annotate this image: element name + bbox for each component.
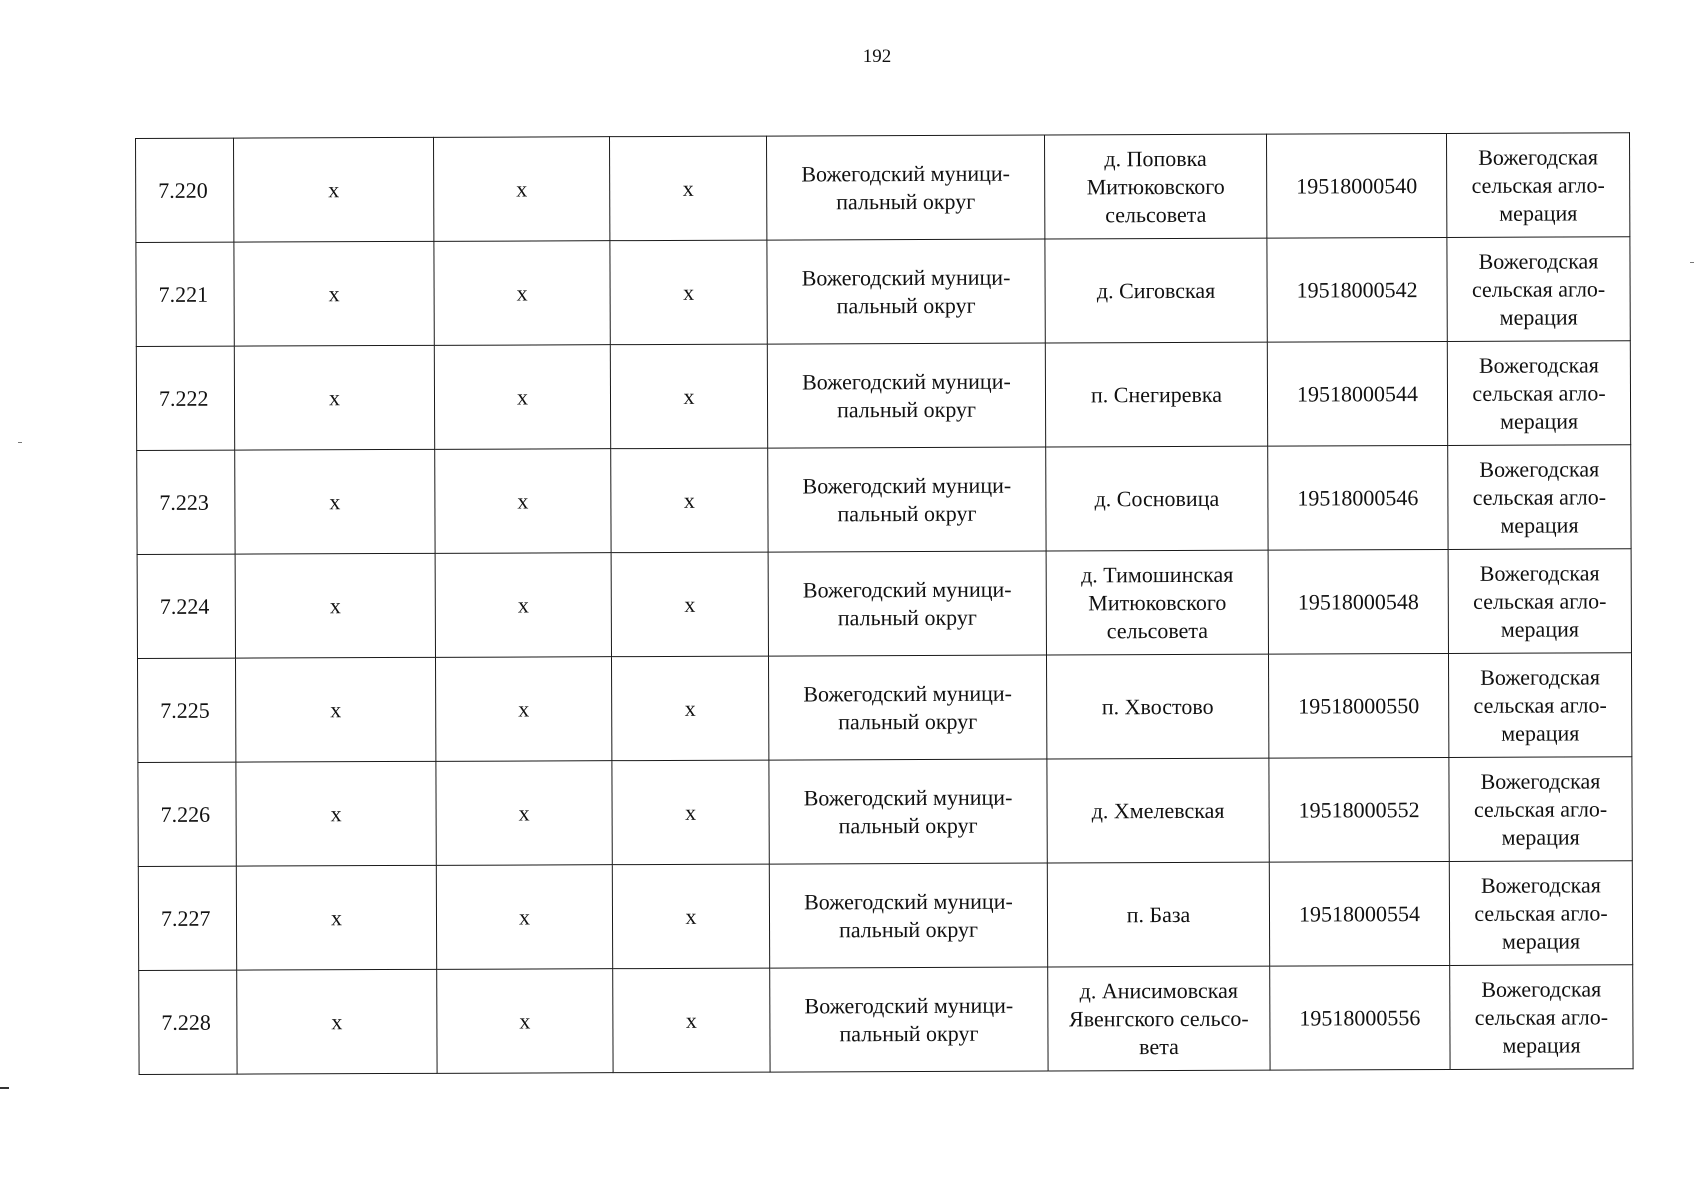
row-number-cell: 7.227 — [138, 866, 236, 970]
x-cell: x — [234, 137, 434, 242]
settlement-cell: п. База — [1047, 862, 1269, 967]
x-cell: x — [613, 968, 770, 1073]
x-cell: x — [237, 969, 437, 1074]
district-cell: Вожегодский муници- пальный округ — [768, 551, 1046, 656]
settlement-cell: д. Сосновица — [1046, 446, 1268, 551]
edge-mark — [0, 1087, 9, 1089]
district-cell: Вожегодский муници- пальный округ — [768, 655, 1046, 760]
x-cell: x — [611, 448, 768, 553]
x-cell: x — [436, 761, 612, 866]
code-cell: 19518000540 — [1266, 133, 1446, 238]
code-cell: 19518000556 — [1270, 965, 1450, 1070]
district-cell: Вожегодский муници- пальный округ — [770, 967, 1048, 1072]
x-cell: x — [435, 553, 611, 658]
x-cell: x — [435, 449, 611, 554]
x-cell: x — [612, 864, 769, 969]
code-cell: 19518000546 — [1268, 445, 1448, 550]
x-cell: x — [235, 449, 435, 554]
table-row — [137, 445, 1631, 555]
table-row — [138, 861, 1632, 971]
row-number-cell: 7.223 — [137, 450, 235, 554]
code-cell: 19518000548 — [1268, 549, 1448, 654]
agglomeration-cell: Вожегодская сельская агло- мерация — [1447, 341, 1630, 446]
row-number-cell: 7.222 — [136, 346, 234, 450]
table-row — [137, 549, 1631, 659]
agglomeration-cell: Вожегодская сельская агло- мерация — [1448, 445, 1631, 550]
agglomeration-cell: Вожегодская сельская агло- мерация — [1448, 653, 1631, 758]
table-row — [136, 237, 1630, 347]
x-cell: x — [234, 345, 434, 450]
code-cell: 19518000542 — [1267, 237, 1447, 342]
table-body — [136, 133, 1634, 1075]
x-cell: x — [610, 240, 767, 345]
row-number-cell: 7.221 — [136, 242, 234, 346]
x-cell: x — [235, 657, 435, 762]
x-cell: x — [236, 865, 436, 970]
page-number: 192 — [862, 46, 892, 67]
district-cell: Вожегодский муници- пальный округ — [769, 863, 1047, 968]
agglomeration-cell: Вожегодская сельская агло- мерация — [1450, 965, 1633, 1070]
row-number-cell: 7.228 — [139, 970, 237, 1074]
settlements-table — [135, 132, 1634, 1075]
table-row — [136, 133, 1630, 243]
district-cell: Вожегодский муници- пальный округ — [767, 343, 1045, 448]
row-number-cell: 7.220 — [136, 138, 234, 242]
agglomeration-cell: Вожегодская сельская агло- мерация — [1446, 133, 1629, 238]
settlement-cell: д. Тимошинская Митюковского сельсовета — [1046, 550, 1268, 655]
x-cell: x — [611, 552, 768, 657]
x-cell: x — [236, 761, 436, 866]
agglomeration-cell: Вожегодская сельская агло- мерация — [1448, 549, 1631, 654]
settlement-cell: п. Снегиревка — [1045, 342, 1267, 447]
agglomeration-cell: Вожегодская сельская агло- мерация — [1449, 757, 1632, 862]
x-cell: x — [609, 136, 766, 241]
x-cell: x — [235, 553, 435, 658]
x-cell: x — [234, 241, 434, 346]
x-cell: x — [437, 969, 613, 1074]
settlement-cell: д. Сиговская — [1045, 238, 1267, 343]
district-cell: Вожегодский муници- пальный округ — [766, 135, 1044, 240]
code-cell: 19518000550 — [1268, 653, 1448, 758]
x-cell: x — [435, 657, 611, 762]
row-number-cell: 7.226 — [138, 762, 236, 866]
code-cell: 19518000554 — [1269, 861, 1449, 966]
district-cell: Вожегодский муници- пальный округ — [768, 447, 1046, 552]
x-cell: x — [612, 760, 769, 865]
x-cell: x — [434, 345, 610, 450]
agglomeration-cell: Вожегодская сельская агло- мерация — [1447, 237, 1630, 342]
settlement-cell: д. Хмелевская — [1047, 758, 1269, 863]
row-number-cell: 7.224 — [137, 554, 235, 658]
x-cell: x — [610, 344, 767, 449]
x-cell: x — [436, 865, 612, 970]
x-cell: x — [434, 241, 610, 346]
x-cell: x — [611, 656, 768, 761]
code-cell: 19518000552 — [1269, 757, 1449, 862]
edge-dot — [18, 442, 22, 443]
table-row — [136, 341, 1630, 451]
code-cell: 19518000544 — [1267, 341, 1447, 446]
edge-dot — [1690, 262, 1694, 263]
settlement-cell: п. Хвостово — [1046, 654, 1268, 759]
settlement-cell: д. Поповка Митюковского сельсовета — [1044, 134, 1266, 239]
district-cell: Вожегодский муници- пальный округ — [769, 759, 1047, 864]
x-cell: x — [433, 137, 609, 242]
table-row — [139, 965, 1633, 1075]
table-row — [137, 653, 1631, 763]
settlement-cell: д. Анисимовская Явенгского сельсо- вета — [1048, 966, 1270, 1071]
row-number-cell: 7.225 — [137, 658, 235, 762]
table-row — [138, 757, 1632, 867]
district-cell: Вожегодский муници- пальный округ — [767, 239, 1045, 344]
table-container — [135, 132, 1634, 1075]
agglomeration-cell: Вожегодская сельская агло- мерация — [1449, 861, 1632, 966]
